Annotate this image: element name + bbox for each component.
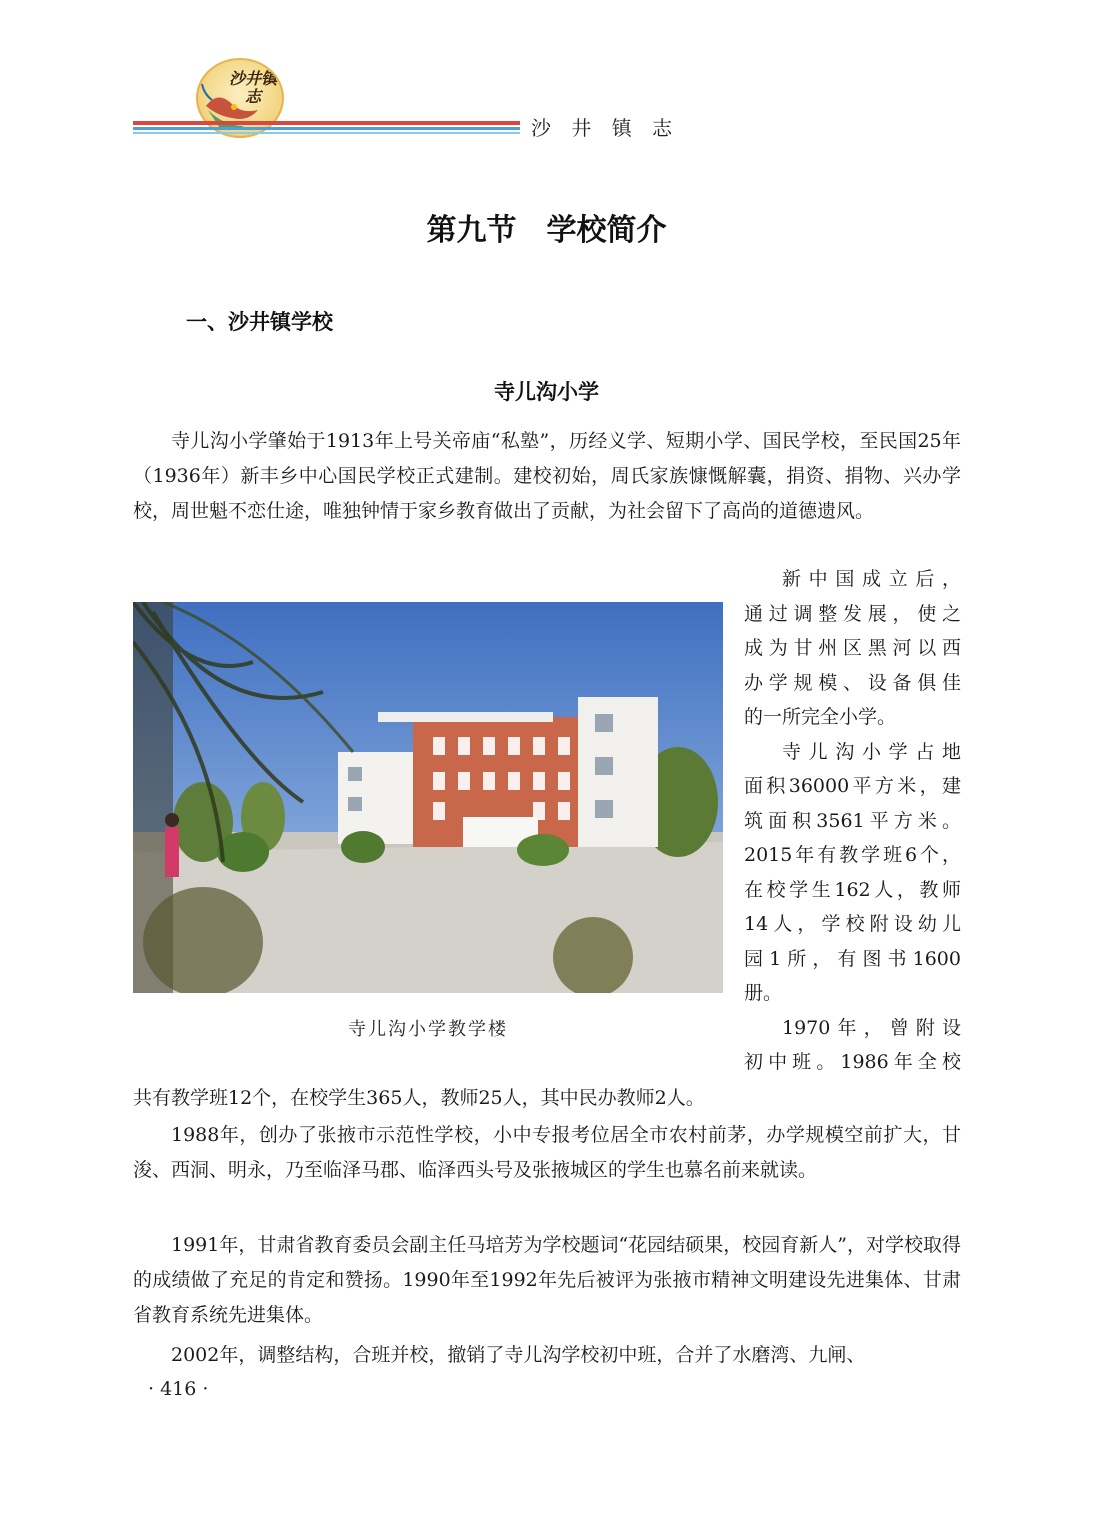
side-line: 在校学生162人，教师	[744, 878, 961, 901]
side-line: 初中班。1986年全校	[744, 1051, 961, 1073]
paragraph-2002: 2002年，调整结构，合班并校，撤销了寺儿沟学校初中班，合并了水磨湾、九闸、	[171, 1344, 866, 1366]
side-line: 新中国成立后，	[782, 568, 961, 590]
side-line: 通过调整发展，使之	[744, 602, 961, 625]
side-line: 1970年，曾附设	[782, 1016, 961, 1039]
side-line: 筑面积3561平方米。	[744, 809, 961, 832]
paragraph-1991: 1991年，甘肃省教育委员会副主任马培芳为学校题词“花园结硕果，校园育新人”，对学校取得的成绩做了充足的肯定和赞扬。1990年至1992年先后被评为张掖市精神文明建设先进集体、甘肃省教育系统先进集体。	[133, 1234, 961, 1326]
paragraph-continuation: 共有教学班12个，在校学生365人，教师25人，其中民办教师2人。	[133, 1087, 705, 1109]
school-building-photo	[133, 602, 723, 993]
side-line: 成为甘州区黑河以西	[744, 637, 961, 659]
section-title: 一、沙井镇学校	[186, 310, 333, 334]
photo-caption: 寺儿沟小学教学楼	[348, 1019, 508, 1040]
side-line: 册。	[744, 982, 783, 1004]
logo-text: 沙井镇志	[228, 69, 277, 106]
book-logo	[196, 58, 284, 138]
header-rule-lightblue	[133, 132, 520, 134]
chapter-title: 第九节 学校简介	[426, 213, 667, 248]
side-line: 寺儿沟小学占地	[782, 740, 961, 763]
side-line: 2015年有教学班6个，	[744, 844, 961, 866]
side-column-text	[744, 562, 961, 1080]
header-rule-blue	[133, 127, 520, 130]
side-line: 的一所完全小学。	[744, 706, 897, 728]
header-rule-red	[133, 121, 520, 125]
side-line: 园1所，有图书1600	[744, 947, 961, 970]
side-line: 面积36000平方米，建	[744, 775, 961, 797]
side-line: 14人，学校附设幼儿	[744, 913, 961, 935]
school-building-image	[133, 602, 723, 993]
page-number: · 416 ·	[148, 1378, 209, 1400]
subsection-title: 寺儿沟小学	[494, 380, 599, 404]
side-line: 办学规模、设备俱佳	[744, 671, 961, 694]
paragraph-1988: 1988年，创办了张掖市示范性学校，小中专报考位居全市农村前茅，办学规模空前扩大，甘浚、西洞、明永，乃至临泽马郡、临泽西头号及张掖城区的学生也慕名前来就读。	[133, 1124, 961, 1181]
page-header	[0, 0, 1093, 150]
running-header-title: 沙 井 镇 志	[531, 116, 680, 140]
paragraph-history: 寺儿沟小学肇始于1913年上号关帝庙“私塾”，历经义学、短期小学、国民学校，至民国25年（1936年）新丰乡中心国民学校正式建制。建校初始，周氏家族慷慨解囊，捐资、捐物、兴办学校，周世魁不恋仕途，唯独钟情于家乡教育做出了贡献，为社会留下了高尚的道德遗风。	[133, 430, 961, 522]
